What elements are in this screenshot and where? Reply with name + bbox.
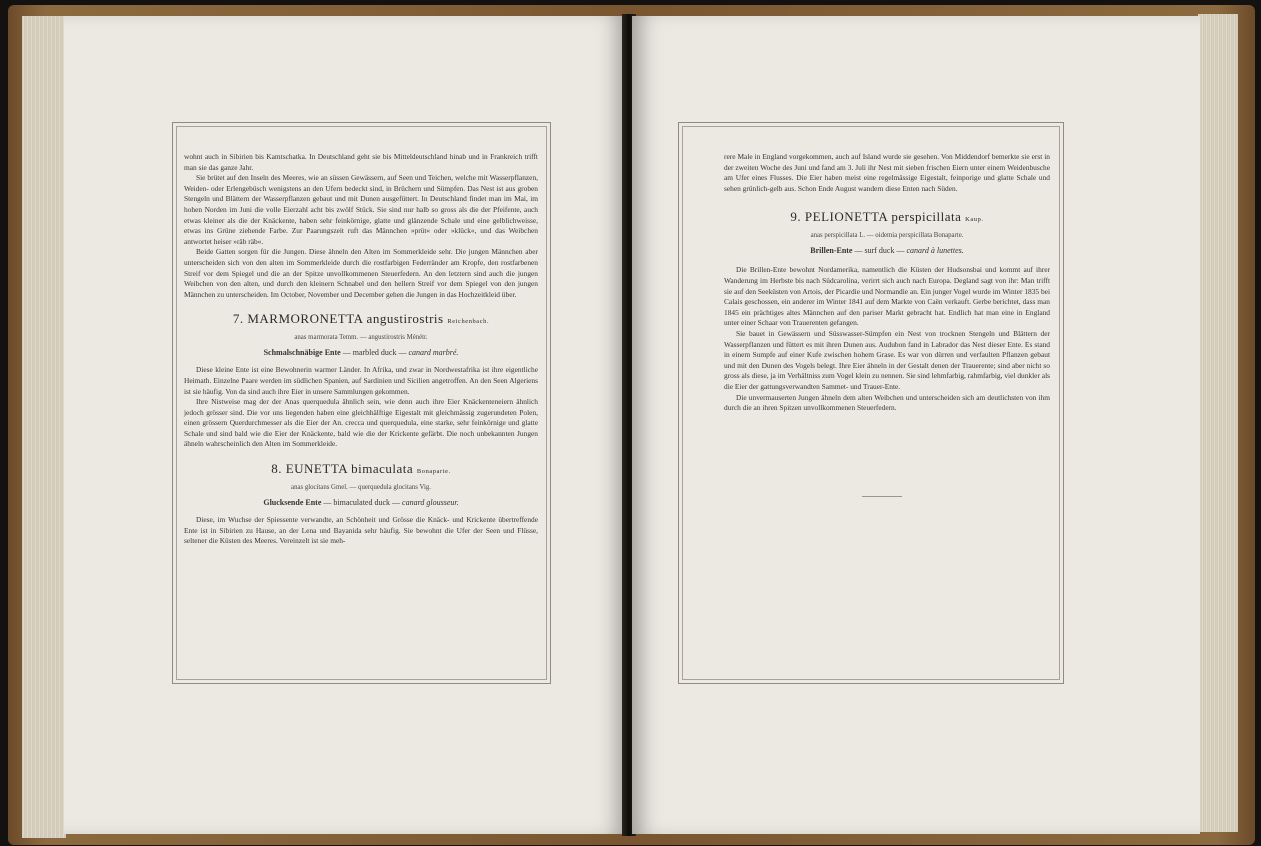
vernacular-french: canard marbré. [408,348,459,358]
right-page [632,16,1200,834]
paragraph: wohnt auch in Sibirien bis Kamtschatka. In Deutschland geht sie bis Mitteldeutschland hinab und in Frankreich trifft man sie das ganze Jahr. [184,152,538,172]
right-page-text [724,152,1050,414]
vernacular-english: — surf duck — [852,246,907,256]
paragraph: rere Male in England vorgekommen, auch auf Island wurde sie gesehen. Von Middendorf bemerkte sie erst in der zweiten Woche des Juni und fand am 3. Juli ihr Nest mit sieben frischen Eiern unter einem Weidenbusche am Ufer eines Flusses. Die Eier haben meist eine regelmässige Eigestalt, feinporige und glatte Schale und sehen grünlich-gelb aus. Schon Ende August wandern diese Enten nach Süden. [724,152,1050,193]
vernacular-german: Schmalschnäbige Ente [263,348,341,358]
species-title: 7. MARMORONETTA angustirostris [232,311,444,327]
species-title: 8. EUNETTA bimaculata [271,461,414,477]
species-vernacular [184,345,538,361]
species-synonyms: anas perspicillata L. — oidemia perspicillata Bonaparte. [810,232,964,240]
species-heading [184,310,538,331]
species-authority: Bonaparte. [416,468,451,476]
species-vernacular [184,495,538,511]
left-page [64,16,626,834]
vernacular-english: — marbled duck — [340,348,409,358]
species-heading [724,208,1050,229]
species-title: 9. PELIONETTA perspicillata [790,209,962,225]
page-edges-left [22,16,66,838]
species-authority: Reichenbach. [447,318,490,326]
paragraph: Die unvermauserten Jungen ähneln dem alten Weibchen und unterscheiden sich am deutlichsten von ihm durch die an ihren Spitzen unvollkommenen Steuerfedern. [724,392,1050,413]
vernacular-french: canard glousseur. [402,498,459,508]
vernacular-german: Brillen-Ente [810,246,853,256]
species-vernacular [724,243,1050,259]
vernacular-french: canard à lunettes. [906,246,964,256]
paragraph: Sie brütet auf den Inseln des Meeres, wie an süssen Gewässern, auf Seen und Teichen, welche mit Wasserpflanzen, Weiden- oder Erlengebüsch wenigstens an den Ufern bedeckt sind, in Brüchern und Sümpfen. Das Nest ist aus groben Stengeln und Blättern der Wasserpflanzen gebaut und mit Dunen ausgefüttert. In Deutschland findet man im Mai, im hohen Norden im Juni die volle Eierzahl acht bis zwölf Stück. Sie sind nur halb so gross als die der Pfeifente, auch etwas kleiner als die der Knäckente, haben sehr feinkörnige, glatte und glänzende Schale und eine gelblichweisse, etwas ins Grüne ziehende Farbe. Zur Paarungszeit ruft das Männchen »prüt« oder »klück«, und das Weibchen antwortet heiser »räb räb«. [184,173,538,246]
species-authority: Kaup. [965,216,984,224]
paragraph: Die Brillen-Ente bewohnt Nordamerika, namentlich die Küsten der Hudsonsbai und kommt auf ihrer Wanderung im Herbste bis nach Südcarolina, verirrt sich auch nach Europa. Degland sagt von ihr: Man trifft sie auf den Seeküsten von Artois, der Picardie und Normandie an. Ein junger Vogel wurde im Winter 1835 bei Calais geschossen, ein anderer im Winter 1841 auf dem Markte von Caën verkauft. Gerbe berichtet, dass man 1845 ein prächtiges altes Männchen auf den pariser Markt gebracht hat. Endlich hat man eine in England unter einer Schaar von Trauerenten gefangen. [724,265,1050,328]
vernacular-german: Glucksende Ente [263,498,322,508]
paragraph: Ihre Nistweise mag der der Anas querquedula ähnlich sein, wie denn auch ihre Eier Knäckenteneiern ähnlich jedoch grösser sind. Die vor uns liegenden haben eine gleichhälftige Eigestalt mit gleichmässig zugerundeten Polen, einen grössern Querdurchmesser als die Eier der An. crecca und querquedula, eine starke, sehr feinkörnige und glatte Schale und sind bald wie die Eier der Knäckente, bald wie die der Krickente gefärbt. Die noch unbekannten Jungen ähneln wahrscheinlich den Alten im Sommerkleide. [184,397,538,449]
left-page-text [184,152,538,547]
page-edges-right [1198,14,1238,832]
species-synonyms: anas glocitans Gmel. — querquedula glocitans Vig. [291,484,431,492]
species-heading [184,460,538,481]
section-end-rule [862,496,902,497]
vernacular-english: — bimaculated duck — [321,498,403,508]
paragraph: Beide Gatten sorgen für die Jungen. Diese ähneln den Alten im Sommerkleide sehr. Die jungen Männchen aber unterscheiden sich von den alten im Sommerkleide durch die rostfarbigen Federränder am Kropfe, den rostfarbenen Streif vor dem Spiegel und die an der Spitze unvollkommenen Steuerfedern. An den letztern sind auch die jungen Weibchen von den alten, und durch den kleinern Schnabel und den hellern Streif vor dem Spiegel von den jungen Männchen zu unterscheiden. Im October, November und December gehen die Jungen in das Hochzeitkleid über. [184,247,538,299]
paragraph: Sie bauet in Gewässern und Süsswasser-Sümpfen ein Nest von trocknen Stengeln und Blättern der Wasserpflanzen und füttert es mit ihren Dunen aus. Audubon fand in Labrador das Nest dieser Ente. Es stand in einem Sumpfe auf einer Kufe zwischen hohem Grase. Es war von dürren und verfaulten Pflanzen gebaut und mit den Dunen des Vogels belegt. Ihre Eier ähneln in der Gestalt denen der Trauerente; sind aber nicht so gross als diese, ja im Verhältniss zum Vogel klein zu nennen. Sie sind lehmfarbig, rahmfarbig, viel dunkler als die Eier der gattungsverwandten Sammet- und Trauer-Ente. [724,328,1050,391]
species-synonyms: anas marmorata Temm. — angustirostris Ménétr. [294,334,428,342]
paragraph: Diese, im Wuchse der Spiessente verwandte, an Schönheit und Grösse die Knäck- und Krickente übertreffende Ente ist in Sibirien zu Hause, an der Lena und Bayanida sehr häufig. Sie bewohnt die Ufer der Seen und Flüsse, seltener die Küsten des Meeres. Vereinzelt ist sie meh- [184,515,538,546]
paragraph: Diese kleine Ente ist eine Bewohnerin warmer Länder. In Afrika, und zwar in Nordwestafrika ist ihre eigentliche Heimath. Einzelne Paare werden im südlichen Spanien, auf Sardinien und Sicilien angetroffen. An den Seen Algeriens ist sie häufig. Von da sind auch ihre Eier in unsere Sammlungen gekommen. [184,365,538,396]
